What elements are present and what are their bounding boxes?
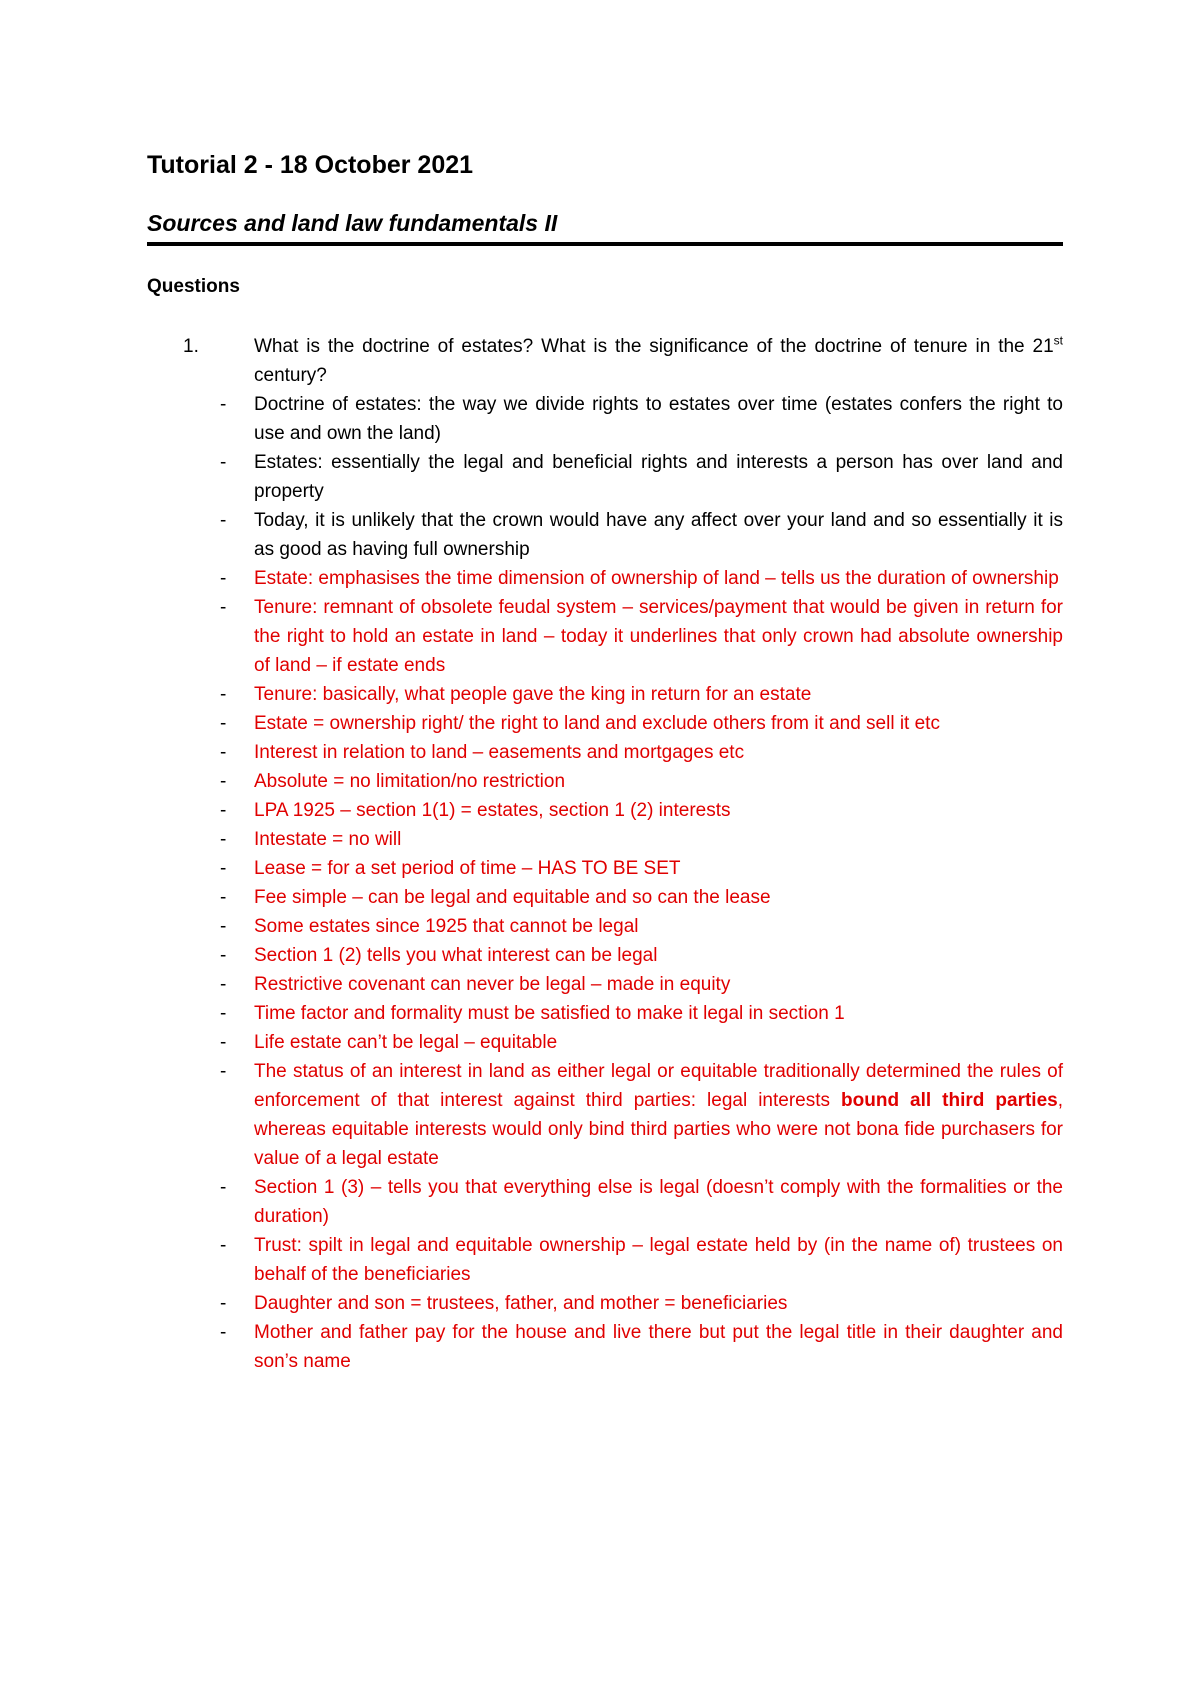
list-item <box>220 1057 1063 1173</box>
note-text: Tenure: basically, what people gave the king in return for an estate <box>254 683 812 705</box>
list-item <box>220 738 1063 767</box>
list-item <box>220 854 1063 883</box>
note-text: Intestate = no will <box>254 828 402 850</box>
dash-bullet-icon: - <box>220 799 227 821</box>
list-item <box>220 796 1063 825</box>
list-item <box>220 680 1063 709</box>
dash-bullet-icon: - <box>220 944 227 966</box>
dash-bullet-icon: - <box>220 1292 227 1314</box>
list-item <box>220 825 1063 854</box>
list-item <box>220 564 1063 593</box>
list-item <box>220 767 1063 796</box>
dash-bullet-icon: - <box>220 973 227 995</box>
list-item <box>220 1289 1063 1318</box>
note-text: Tenure: remnant of obsolete feudal system – services/payment that would be given in return for the right to hold an estate in land – today it underlines that only crown had absolute ownership of land – if estate ends <box>254 596 1063 676</box>
note-text: Estate: emphasises the time dimension of ownership of land – tells us the duration of ownership <box>254 567 1059 589</box>
dash-bullet-icon: - <box>220 509 227 531</box>
note-text: Restrictive covenant can never be legal – made in equity <box>254 973 731 995</box>
questions-heading: Questions <box>147 275 240 297</box>
note-text: Some estates since 1925 that cannot be legal <box>254 915 639 937</box>
dash-bullet-icon: - <box>220 886 227 908</box>
question-text-end: century? <box>254 364 327 386</box>
note-text: Lease = for a set period of time – HAS TO BE SET <box>254 857 681 879</box>
note-bold-text: bound all third parties <box>841 1089 1058 1111</box>
dash-bullet-icon: - <box>220 1002 227 1024</box>
list-item <box>220 1173 1063 1231</box>
note-text: Section 1 (3) – tells you that everything else is legal (doesn’t comply with the formalities or the duration) <box>254 1176 1063 1227</box>
dash-bullet-icon: - <box>220 683 227 705</box>
list-item <box>220 970 1063 999</box>
document-page <box>147 150 1063 1376</box>
dash-bullet-icon: - <box>220 567 227 589</box>
notes-list <box>220 390 1063 1376</box>
note-text: Time factor and formality must be satisfied to make it legal in section 1 <box>254 1002 845 1024</box>
list-item <box>220 506 1063 564</box>
list-item <box>220 390 1063 448</box>
dash-bullet-icon: - <box>220 1321 227 1343</box>
list-item <box>220 1028 1063 1057</box>
list-item <box>220 593 1063 680</box>
note-text: LPA 1925 – section 1(1) = estates, section 1 (2) interests <box>254 799 731 821</box>
list-item <box>220 1318 1063 1376</box>
list-item <box>220 999 1063 1028</box>
note-text: Estate = ownership right/ the right to land and exclude others from it and sell it etc <box>254 712 940 734</box>
question-text-main: What is the doctrine of estates? What is the significance of the doctrine of tenure in the 21 <box>254 335 1054 357</box>
question-number: 1. <box>183 335 199 357</box>
note-text: Today, it is unlikely that the crown would have any affect over your land and so essentially it is as good as having full ownership <box>254 509 1063 560</box>
dash-bullet-icon: - <box>220 1060 227 1082</box>
note-text: Section 1 (2) tells you what interest can be legal <box>254 944 658 966</box>
dash-bullet-icon: - <box>220 741 227 763</box>
dash-bullet-icon: - <box>220 915 227 937</box>
dash-bullet-icon: - <box>220 712 227 734</box>
note-text: Estates: essentially the legal and beneficial rights and interests a person has over land and property <box>254 451 1063 502</box>
list-item <box>220 912 1063 941</box>
question-1 <box>147 332 1063 1376</box>
list-item <box>220 1231 1063 1289</box>
note-text-part: , whereas equitable interests would only bind third parties who were not bona fide purchasers for value of a legal estate <box>254 1089 1063 1169</box>
dash-bullet-icon: - <box>220 1176 227 1198</box>
question-text-sup: st <box>1053 333 1063 348</box>
dash-bullet-icon: - <box>220 393 227 415</box>
note-text: Life estate can’t be legal – equitable <box>254 1031 558 1053</box>
list-item <box>220 709 1063 738</box>
note-text: Interest in relation to land – easements and mortgages etc <box>254 741 745 763</box>
note-text: Daughter and son = trustees, father, and mother = beneficiaries <box>254 1292 788 1314</box>
list-item <box>220 448 1063 506</box>
dash-bullet-icon: - <box>220 596 227 618</box>
note-text: Trust: spilt in legal and equitable ownership – legal estate held by (in the name of) trustees on behalf of the beneficiaries <box>254 1234 1063 1285</box>
dash-bullet-icon: - <box>220 770 227 792</box>
note-text-part: The status of an interest in land as either legal or equitable traditionally determined the rules of enforcement of that interest against third parties: legal interests <box>254 1060 1063 1111</box>
note-text: Mother and father pay for the house and live there but put the legal title in their daughter and son’s name <box>254 1321 1063 1372</box>
dash-bullet-icon: - <box>220 1234 227 1256</box>
list-item <box>220 883 1063 912</box>
dash-bullet-icon: - <box>220 828 227 850</box>
dash-bullet-icon: - <box>220 1031 227 1053</box>
document-title: Tutorial 2 - 18 October 2021 <box>147 151 474 179</box>
dash-bullet-icon: - <box>220 451 227 473</box>
list-item <box>220 941 1063 970</box>
dash-bullet-icon: - <box>220 857 227 879</box>
document-subtitle: Sources and land law fundamentals II <box>147 210 1063 246</box>
note-text: Fee simple – can be legal and equitable and so can the lease <box>254 886 771 908</box>
question-text <box>254 332 1063 390</box>
note-text: Doctrine of estates: the way we divide rights to estates over time (estates confers the right to use and own the land) <box>254 393 1063 444</box>
note-text: Absolute = no limitation/no restriction <box>254 770 566 792</box>
